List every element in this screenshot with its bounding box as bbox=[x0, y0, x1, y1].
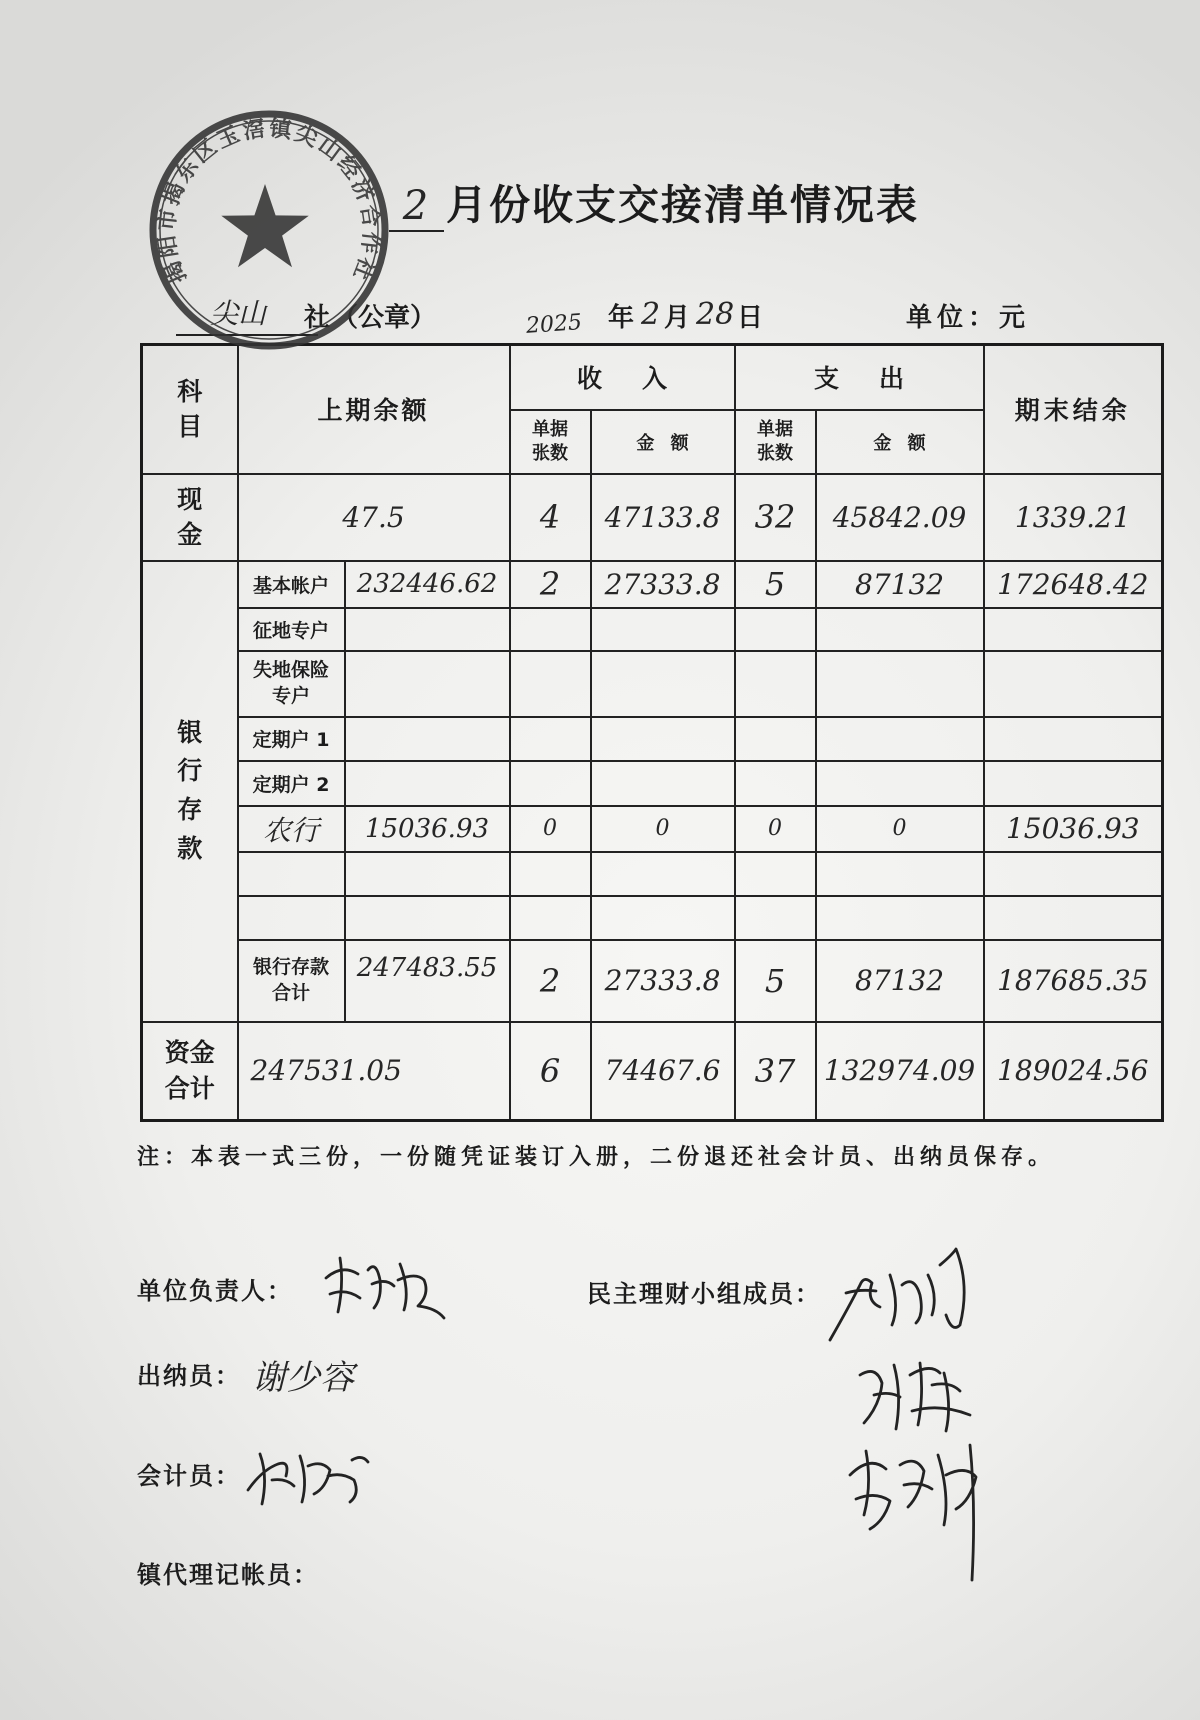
header-previous-balance: 上期余额 bbox=[238, 345, 510, 474]
bank-deposit-label bbox=[142, 561, 238, 1022]
bank-expense-count bbox=[735, 761, 816, 806]
total-expense-amount: 132974.09 bbox=[816, 1022, 984, 1121]
header-income-count-label: 单据张数 bbox=[532, 419, 568, 464]
header-closing-balance: 期末结余 bbox=[984, 345, 1163, 474]
cash-label-text: 现金 bbox=[177, 485, 203, 549]
bank-income-amount: 0 bbox=[591, 806, 735, 852]
bank-subtotal-expense-count: 5 bbox=[735, 940, 816, 1022]
bank-previous-balance bbox=[345, 852, 510, 896]
bank-subtotal-expense-amount: 87132 bbox=[816, 940, 984, 1022]
seal-text: 揭阳市揭东区玉滘镇尖山经济合作社 bbox=[154, 116, 384, 287]
cash-label bbox=[142, 474, 238, 561]
date-day-label: 日 bbox=[737, 303, 764, 333]
total-label-text: 资金合计 bbox=[164, 1037, 215, 1103]
bank-closing-balance bbox=[984, 852, 1163, 896]
form-title bbox=[389, 181, 919, 232]
header-expense-amount bbox=[816, 410, 984, 474]
bank-expense-amount bbox=[816, 761, 984, 806]
table-row bbox=[142, 561, 1163, 608]
table-row-bank-subtotal bbox=[142, 940, 1163, 1022]
table-row bbox=[142, 651, 1163, 717]
header-expense-count-label: 单据张数 bbox=[757, 419, 794, 464]
total-label bbox=[142, 1022, 238, 1121]
cash-income-count: 4 bbox=[510, 474, 591, 561]
org-suffix: 社 bbox=[304, 303, 331, 333]
bank-previous-balance bbox=[345, 651, 510, 717]
unit-label: 单位：元 bbox=[906, 303, 1031, 333]
bank-income-count bbox=[510, 761, 591, 806]
header-income-amount-label: 金额 bbox=[636, 432, 705, 454]
header-income-label: 收入 bbox=[577, 364, 708, 394]
table-row bbox=[142, 806, 1163, 852]
bank-income-count bbox=[510, 852, 591, 896]
bank-previous-balance bbox=[345, 608, 510, 651]
bank-account-label bbox=[238, 852, 345, 896]
bank-expense-amount bbox=[816, 651, 984, 717]
cashier-name: 谢少容 bbox=[252, 1358, 354, 1398]
bank-subtotal-closing-balance: 187685.35 bbox=[984, 940, 1163, 1022]
bank-expense-amount bbox=[816, 896, 984, 940]
bank-income-count: 2 bbox=[510, 561, 591, 608]
bank-closing-balance bbox=[984, 761, 1163, 806]
date-year: 2025 bbox=[525, 310, 583, 339]
bank-income-count bbox=[510, 717, 591, 761]
cash-expense-amount: 45842.09 bbox=[816, 474, 984, 561]
header-subject bbox=[142, 345, 238, 474]
date-month: 2 bbox=[641, 297, 661, 332]
cashier-label: 出纳员： bbox=[137, 1362, 241, 1390]
signature-accountant bbox=[242, 1440, 372, 1512]
header-subject-label: 科目 bbox=[177, 377, 203, 442]
bank-previous-balance bbox=[345, 717, 510, 761]
bank-closing-balance: 15036.93 bbox=[984, 806, 1163, 852]
signature-finance-group bbox=[820, 1245, 1020, 1585]
total-expense-count: 37 bbox=[735, 1022, 816, 1121]
bank-subtotal-previous-balance: 247483.55 bbox=[345, 940, 510, 1022]
bank-closing-balance bbox=[984, 717, 1163, 761]
date-year-label: 年 bbox=[608, 303, 635, 333]
cash-income-amount: 47133.8 bbox=[591, 474, 735, 561]
bank-previous-balance: 232446.62 bbox=[345, 561, 510, 608]
bank-previous-balance bbox=[345, 761, 510, 806]
bank-income-amount bbox=[591, 852, 735, 896]
bank-account-label: 定期户 1 bbox=[238, 717, 345, 761]
header-income-amount bbox=[591, 410, 735, 474]
cash-closing-balance: 1339.21 bbox=[984, 474, 1163, 561]
title-month: 2 bbox=[389, 182, 444, 232]
signature-unit-head bbox=[320, 1250, 450, 1322]
bank-income-amount: 27333.8 bbox=[591, 561, 735, 608]
bank-expense-count bbox=[735, 852, 816, 896]
header-expense-label: 支出 bbox=[814, 364, 945, 394]
bank-income-count bbox=[510, 651, 591, 717]
bank-income-amount bbox=[591, 717, 735, 761]
bank-expense-count: 0 bbox=[735, 806, 816, 852]
bank-expense-count bbox=[735, 896, 816, 940]
total-closing-balance: 189024.56 bbox=[984, 1022, 1163, 1121]
org-name: 尖山 bbox=[210, 297, 267, 330]
table-row-total bbox=[142, 1022, 1163, 1121]
bank-account-label: 农行 bbox=[238, 806, 345, 852]
bank-previous-balance: 15036.93 bbox=[345, 806, 510, 852]
footnote: 注：本表一式三份，一份随凭证装订入册，二份退还社会计员、出纳员保存。 bbox=[137, 1145, 1056, 1170]
cash-expense-count: 32 bbox=[735, 474, 816, 561]
unit-head-label: 单位负责人： bbox=[137, 1277, 293, 1305]
bank-subtotal-income-amount: 27333.8 bbox=[591, 940, 735, 1022]
table-row bbox=[142, 717, 1163, 761]
bank-subtotal-label-text: 银行存款合计 bbox=[252, 955, 329, 1004]
bank-expense-count bbox=[735, 717, 816, 761]
bank-income-amount bbox=[591, 761, 735, 806]
bank-account-label: 征地专户 bbox=[238, 608, 345, 651]
header-income-count bbox=[510, 410, 591, 474]
total-income-amount: 74467.6 bbox=[591, 1022, 735, 1121]
bank-income-count: 0 bbox=[510, 806, 591, 852]
bank-account-label: 基本帐户 bbox=[238, 561, 345, 608]
table-row bbox=[142, 896, 1163, 940]
bank-account-label bbox=[238, 896, 345, 940]
ledger-table bbox=[140, 343, 1164, 1122]
cash-previous-balance: 47.5 bbox=[238, 474, 510, 561]
bank-closing-balance bbox=[984, 651, 1163, 717]
bank-subtotal-income-count: 2 bbox=[510, 940, 591, 1022]
bank-subtotal-label bbox=[238, 940, 345, 1022]
bank-expense-amount: 87132 bbox=[816, 561, 984, 608]
date-day: 28 bbox=[696, 297, 735, 332]
bank-account-label-text: 失地保险专户 bbox=[252, 658, 329, 707]
table-row bbox=[142, 608, 1163, 651]
town-bookkeeper-label: 镇代理记帐员： bbox=[137, 1561, 319, 1589]
bank-income-amount bbox=[591, 896, 735, 940]
bank-expense-amount bbox=[816, 852, 984, 896]
bank-expense-count bbox=[735, 651, 816, 717]
bank-income-amount bbox=[591, 651, 735, 717]
bank-account-label: 定期户 2 bbox=[238, 761, 345, 806]
bank-account-label bbox=[238, 651, 345, 717]
header-row bbox=[142, 345, 1163, 410]
bank-expense-count bbox=[735, 608, 816, 651]
total-previous-balance: 247531.05 bbox=[238, 1022, 510, 1121]
bank-expense-count: 5 bbox=[735, 561, 816, 608]
bank-income-count bbox=[510, 608, 591, 651]
bank-closing-balance bbox=[984, 896, 1163, 940]
star-icon bbox=[221, 184, 308, 267]
bank-previous-balance bbox=[345, 896, 510, 940]
bank-closing-balance: 172648.42 bbox=[984, 561, 1163, 608]
official-seal bbox=[148, 109, 390, 351]
header-income bbox=[510, 345, 735, 410]
header-expense-amount-label: 金额 bbox=[873, 432, 942, 454]
table-row bbox=[142, 761, 1163, 806]
total-income-count: 6 bbox=[510, 1022, 591, 1121]
header-expense bbox=[735, 345, 984, 410]
seal-label: （公章） bbox=[332, 303, 437, 333]
accountant-label: 会计员： bbox=[137, 1462, 241, 1490]
bank-deposit-label-text: 银行存款 bbox=[177, 717, 203, 863]
bank-income-amount bbox=[591, 608, 735, 651]
date-month-label: 月 bbox=[664, 303, 691, 333]
table-row bbox=[142, 852, 1163, 896]
table-row-cash bbox=[142, 474, 1163, 561]
bank-income-count bbox=[510, 896, 591, 940]
title-text: 月份收支交接清单情况表 bbox=[446, 181, 919, 229]
bank-expense-amount: 0 bbox=[816, 806, 984, 852]
bank-expense-amount bbox=[816, 608, 984, 651]
bank-closing-balance bbox=[984, 608, 1163, 651]
finance-group-label: 民主理财小组成员： bbox=[587, 1280, 821, 1308]
bank-expense-amount bbox=[816, 717, 984, 761]
header-expense-count bbox=[735, 410, 816, 474]
